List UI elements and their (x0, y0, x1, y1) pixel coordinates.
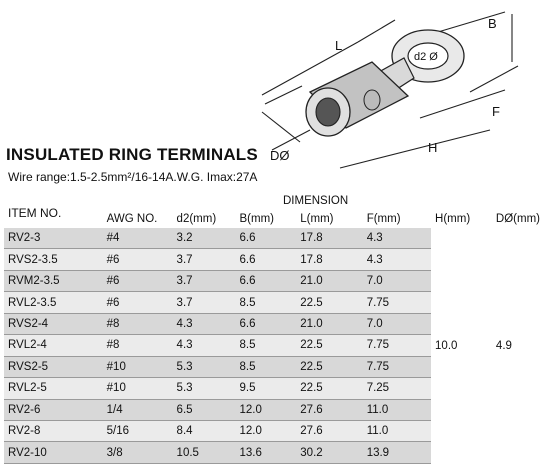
cell-b: 6.6 (236, 313, 297, 334)
header-l: L(mm) (300, 213, 334, 225)
cell-awg: #8 (103, 335, 173, 356)
cell-item: RVS2-4 (4, 313, 103, 334)
cell-b: 13.6 (236, 442, 297, 463)
cell-l: 22.5 (296, 356, 362, 377)
dimension-header: DIMENSION (283, 195, 349, 207)
label-f: F (492, 104, 500, 119)
header-h: H(mm) (435, 213, 471, 225)
cell-awg: #6 (103, 270, 173, 291)
cell-f: 7.25 (363, 378, 431, 399)
table-body (4, 228, 540, 463)
cell-item: RV2-10 (4, 442, 103, 463)
cell-h-shared: 10.0 (431, 228, 492, 463)
cell-awg: 3/8 (103, 442, 173, 463)
cell-awg: #4 (103, 228, 173, 249)
cell-awg: #6 (103, 292, 173, 313)
cell-l: 22.5 (296, 335, 362, 356)
cell-f: 4.3 (363, 228, 431, 249)
cell-b: 8.5 (236, 335, 297, 356)
cell-awg: #6 (103, 249, 173, 270)
header-awg: AWG NO. (106, 213, 158, 225)
page-title: INSULATED RING TERMINALS (6, 145, 258, 164)
header-item (4, 210, 103, 228)
cell-d2: 5.3 (173, 356, 236, 377)
cell-d2: 4.3 (173, 313, 236, 334)
header-f: F(mm) (366, 213, 401, 225)
table-row (4, 228, 540, 249)
cell-item: RVS2-5 (4, 356, 103, 377)
wire-range-note: Wire range:1.5-2.5mm²/16-14A.W.G. Imax:27A (8, 170, 258, 184)
cell-d2: 3.2 (173, 228, 236, 249)
cell-item: RV2-3 (4, 228, 103, 249)
cell-d2: 5.3 (173, 378, 236, 399)
cell-d2: 8.4 (173, 420, 236, 441)
cell-l: 21.0 (296, 270, 362, 291)
cell-l: 30.2 (296, 442, 362, 463)
cell-b: 6.6 (236, 249, 297, 270)
header-b: B(mm) (239, 213, 274, 225)
cell-f: 7.0 (363, 313, 431, 334)
cell-f: 11.0 (363, 399, 431, 420)
cell-f: 13.9 (363, 442, 431, 463)
cell-awg: #10 (103, 356, 173, 377)
cell-d2: 3.7 (173, 292, 236, 313)
cell-item: RVL2-4 (4, 335, 103, 356)
cell-l: 27.6 (296, 399, 362, 420)
cell-f: 7.0 (363, 270, 431, 291)
cell-awg: 1/4 (103, 399, 173, 420)
header-d: DØ(mm) (495, 213, 540, 225)
cell-f: 7.75 (363, 356, 431, 377)
dim-line-h (340, 130, 490, 168)
cell-l: 17.8 (296, 249, 362, 270)
cell-b: 6.6 (236, 270, 297, 291)
item-no-header: ITEM NO. (8, 206, 62, 220)
cell-item: RVS2-3.5 (4, 249, 103, 270)
cell-f: 11.0 (363, 420, 431, 441)
cell-d2: 6.5 (173, 399, 236, 420)
spec-table (4, 210, 540, 464)
cell-d-shared: 4.9 (492, 228, 540, 463)
label-h: H (428, 140, 438, 155)
cell-f: 7.75 (363, 335, 431, 356)
cell-item: RVL2-3.5 (4, 292, 103, 313)
label-d: DØ (270, 148, 290, 163)
cell-item: RVM2-3.5 (4, 270, 103, 291)
cell-l: 22.5 (296, 292, 362, 313)
cell-l: 21.0 (296, 313, 362, 334)
cell-item: RV2-8 (4, 420, 103, 441)
cell-f: 7.75 (363, 292, 431, 313)
cell-d2: 3.7 (173, 270, 236, 291)
cell-awg: 5/16 (103, 420, 173, 441)
cell-l: 27.6 (296, 420, 362, 441)
cell-awg: #10 (103, 378, 173, 399)
cell-d2: 10.5 (173, 442, 236, 463)
label-d2: d2 Ø (414, 51, 438, 63)
table-header-row (4, 210, 540, 228)
cell-l: 22.5 (296, 378, 362, 399)
cell-b: 8.5 (236, 292, 297, 313)
cell-item: RV2-6 (4, 399, 103, 420)
cell-d2: 3.7 (173, 249, 236, 270)
cell-d2: 4.3 (173, 335, 236, 356)
cell-b: 6.6 (236, 228, 297, 249)
cell-awg: #8 (103, 313, 173, 334)
label-l: L (335, 38, 343, 53)
cell-f: 4.3 (363, 249, 431, 270)
cell-b: 12.0 (236, 399, 297, 420)
label-b: B (488, 16, 497, 31)
cell-b: 9.5 (236, 378, 297, 399)
cell-l: 17.8 (296, 228, 362, 249)
cell-item: RVL2-5 (4, 378, 103, 399)
header-d2: d2(mm) (176, 213, 217, 225)
sleeve-opening (316, 98, 340, 126)
cell-b: 12.0 (236, 420, 297, 441)
cell-b: 8.5 (236, 356, 297, 377)
